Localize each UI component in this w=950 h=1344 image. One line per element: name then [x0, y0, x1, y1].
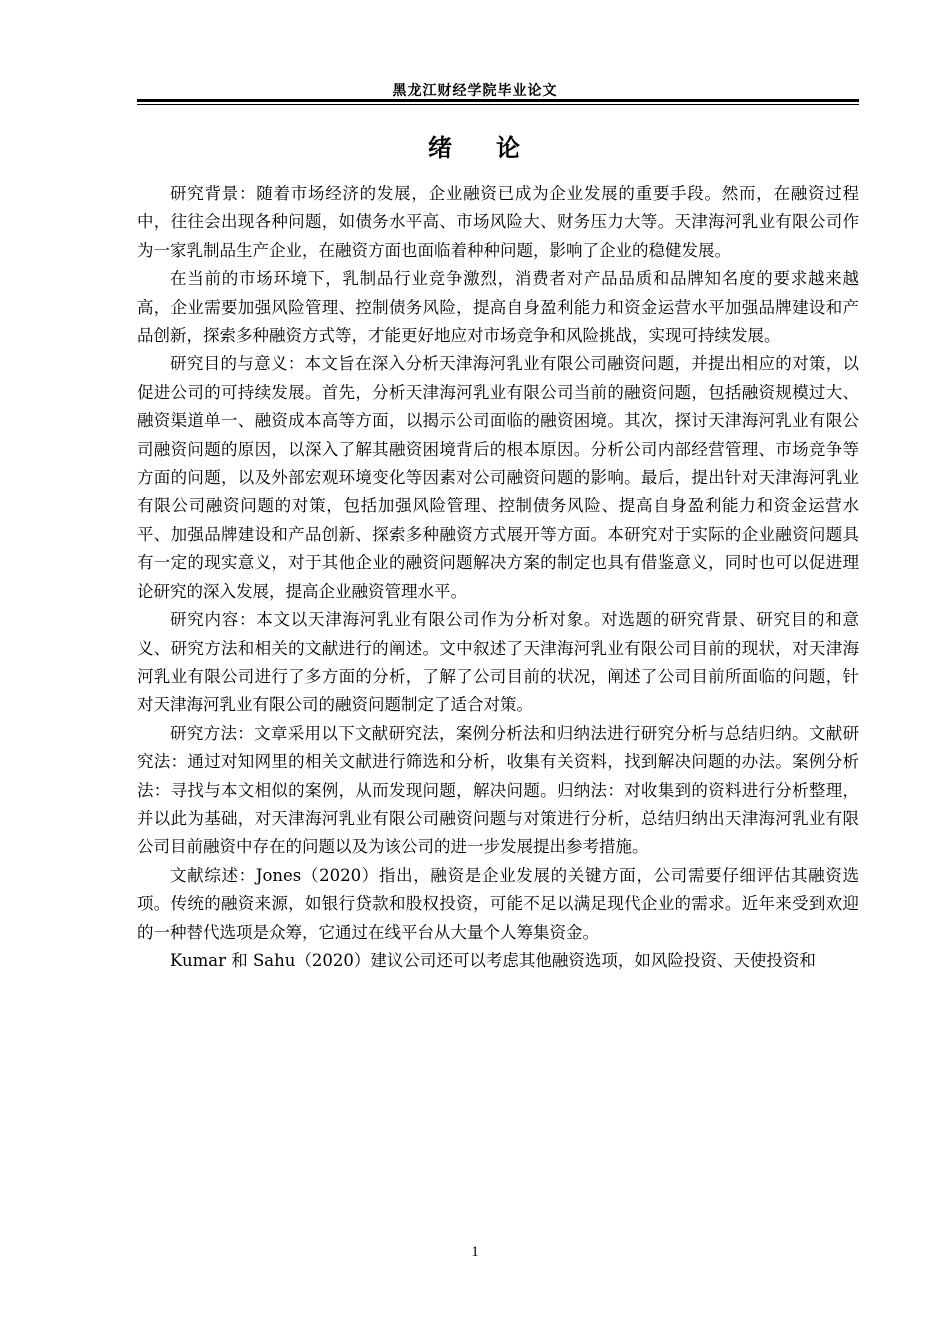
paragraph-research-methods: 研究方法：文章采用以下文献研究法，案例分析法和归纳法进行研究分析与总结归纳。文献研究法：通过对知网里的相关文献进行筛选和分析，收集有关资料，找到解决问题的办法。案例分析法：寻找与本文相似的案例，从而发现问题，解决问题。归纳法：对收集到的资料进行分析整理，并以此为基础，对天津海河乳业有限公司融资问题与对策进行分析，总结归纳出天津海河乳业有限公司目前融资中存在的问题以及为该公司的进一步发展提出参考措施。 [137, 723, 859, 857]
paragraph-literature-continued: Kumar 和 Sahu（2020）建议公司还可以考虑其他融资选项，如风险投资、天使投资和 [170, 950, 816, 970]
header-rule-thick [137, 99, 859, 102]
running-header: 黑龙江财经学院毕业论文 [392, 83, 558, 99]
chapter-title [0, 131, 950, 165]
paragraph-research-background: 研究背景：随着市场经济的发展，企业融资已成为企业发展的重要手段。然而，在融资过程中，往往会出现各种问题，如债务水平高、市场风险大、财务压力大等。天津海河乳业有限公司作为一家乳制品生产企业，在融资方面也面临着种种问题，影响了企业的稳健发展。 [137, 184, 859, 260]
chapter-title-part-1: 绪 [428, 133, 454, 162]
chapter-title-part-2: 论 [496, 133, 522, 162]
paragraph-research-content: 研究内容：本文以天津海河乳业有限公司作为分析对象。对选题的研究背景、研究目的和意义、研究方法和相关的文献进行的阐述。文中叙述了天津海河乳业有限公司目前的现状，对天津海河乳业有限公司进行了多方面的分析，了解了公司目前的状况，阐述了公司目前所面临的问题，针对天津海河乳业有限公司的融资问题制定了适合对策。 [137, 610, 859, 715]
body-text [137, 180, 859, 975]
paragraph-purpose-significance: 研究目的与意义：本文旨在深入分析天津海河乳业有限公司融资问题，并提出相应的对策，以促进公司的可持续发展。首先，分析天津海河乳业有限公司当前的融资问题，包括融资规模过大、融资渠道单一、融资成本高等方面，以揭示公司面临的融资困境。其次，探讨天津海河乳业有限公司融资问题的原因，以深入了解其融资困境背后的根本原因。分析公司内部经营管理、市场竞争等方面的问题，以及外部宏观环境变化等因素对公司融资问题的影响。最后，提出针对天津海河乳业有限公司融资问题的对策，包括加强风险管理、控制债务风险、提高自身盈利能力和资金运营水平、加强品牌建设和产品创新、探索多种融资方式展开等方面。本研究对于实际的企业融资问题具有一定的现实意义，对于其他企业的融资问题解决方案的制定也具有借鉴意义，同时也可以促进理论研究的深入发展，提高企业融资管理水平。 [137, 354, 859, 601]
paragraph-market-environment: 在当前的市场环境下，乳制品行业竞争激烈，消费者对产品品质和品牌知名度的要求越来越高，企业需要加强风险管理、控制债务风险，提高自身盈利能力和资金运营水平加强品牌建设和产品创新，探索多种融资方式等，才能更好地应对市场竞争和风险挑战，实现可持续发展。 [137, 269, 859, 346]
paragraph-literature-review: 文献综述：Jones（2020）指出，融资是企业发展的关键方面，公司需要仔细评估其融资选项。传统的融资来源，如银行贷款和股权投资，可能不足以满足现代企业的需求。近年来受到欢迎的一种替代选项是众筹，它通过在线平台从大量个人筹集资金。 [137, 865, 859, 942]
header-rule-thin [137, 104, 859, 105]
page-number: 1 [471, 1244, 479, 1260]
